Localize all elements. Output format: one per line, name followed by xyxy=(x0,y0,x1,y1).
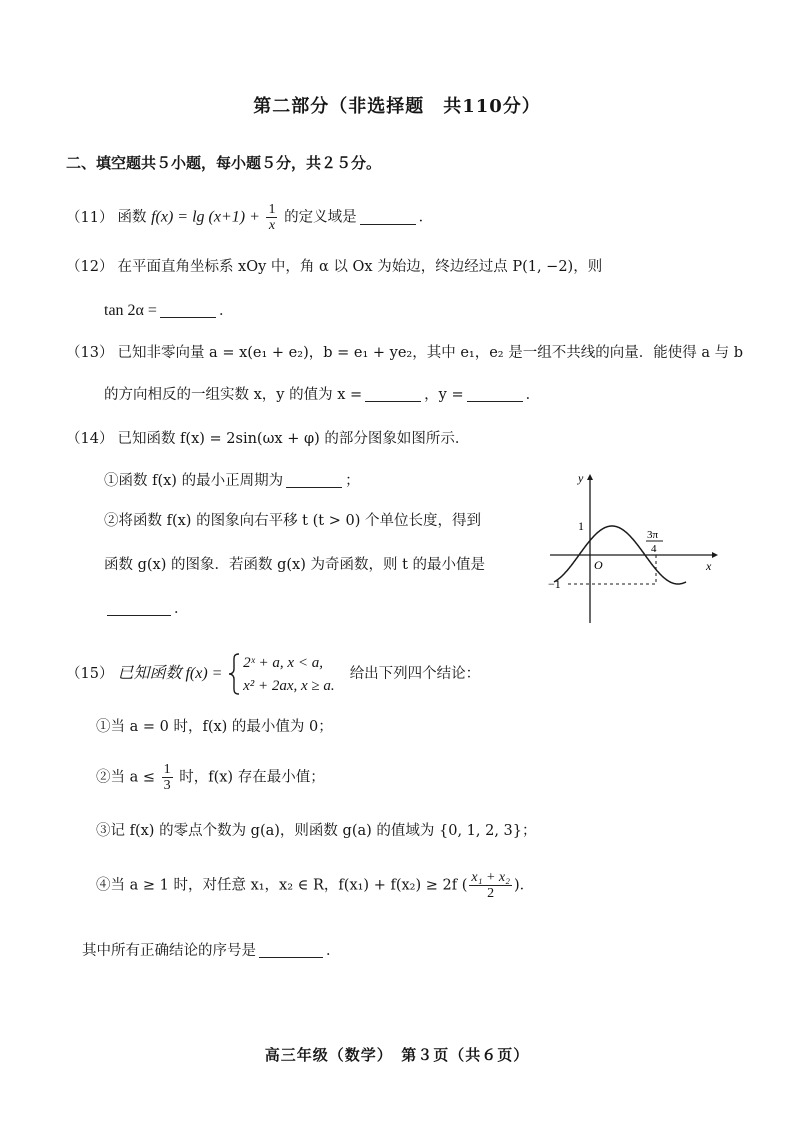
section-header: 二、填空题共５小题，每小题５分，共２５分。 xyxy=(66,154,382,172)
q15-pre: 已知函数 f(x) = xyxy=(117,665,223,682)
q11-expression: f(x) = lg (x+1) + xyxy=(151,208,260,226)
q14-part1 xyxy=(104,470,360,492)
c4-fraction xyxy=(469,870,512,901)
q12-line1: 在平面直角坐标系 xOy 中，角 α 以 Ox 为始边，终边经过点 P(1, −2)，则 xyxy=(117,259,603,275)
question-15 xyxy=(66,652,480,698)
question-number: （12） xyxy=(66,259,114,275)
q15-post: 给出下列四个结论： xyxy=(349,666,481,682)
answer-blank-x xyxy=(365,387,421,402)
c4-post: )． xyxy=(513,877,535,894)
c4-frac-num: x₁ + x₂ xyxy=(471,870,510,885)
q13-line2-pre: 的方向相反的一组实数 x，y 的值为 x = xyxy=(104,387,363,403)
q14-part2-line2: 函数 g(x) 的图象．若函数 g(x) 为奇函数，则 t 的最小值是 xyxy=(104,557,486,573)
question-12-line2: tan 2α = ． xyxy=(104,302,234,319)
c4-frac-den: 2 xyxy=(487,886,495,901)
page-footer: 高三年级（数学） 第３页（共６页） xyxy=(264,1046,530,1064)
left-brace-icon xyxy=(227,652,241,696)
answer-blank xyxy=(259,943,323,958)
question-14 xyxy=(66,428,469,450)
question-13-line2: 的方向相反的一组实数 x，y 的值为 x = ，y = ． xyxy=(104,387,541,403)
c2-fraction xyxy=(162,762,173,793)
q11-fraction xyxy=(266,202,277,233)
question-13 xyxy=(66,342,743,364)
q14-part1-end: ； xyxy=(345,473,360,489)
tick-label-1: 1 xyxy=(578,519,584,533)
question-11: （11） 函数 f(x) = lg (x+1) + $\frac{1}{x}$ 的定义域是 ． xyxy=(66,202,434,233)
final-text: 其中所有正确结论的序号是 xyxy=(82,943,256,959)
q14-part2-line3: ． xyxy=(104,598,189,620)
answer-blank xyxy=(107,601,171,616)
q11-frac-num: 1 xyxy=(268,202,276,217)
q11-frac-den: x xyxy=(268,218,276,233)
question-number: （11） xyxy=(66,209,114,226)
tick-label-neg1: −1 xyxy=(548,577,561,591)
q13-line1: 已知非零向量 a = x(e₁ + e₂)，b = e₁ + ye₂，其中 e₁，e₂ 是一组不共线的向量．能使得 a 与 b xyxy=(117,345,743,361)
c2-frac-num: 1 xyxy=(163,762,171,777)
q15-conclusion-3: ③记 f(x) 的零点个数为 g(a)，则函数 g(a) 的值域为 {0, 1, 2, 3}； xyxy=(96,823,537,839)
q14-part1-text: ①函数 f(x) 的最小正周期为 xyxy=(104,473,284,489)
answer-blank xyxy=(286,473,342,488)
answer-blank-y xyxy=(467,387,523,402)
page-title: 第二部分（非选择题 共110分） xyxy=(253,96,541,117)
question-number: （13） xyxy=(66,345,114,361)
answer-blank xyxy=(160,303,216,318)
piecewise-definition xyxy=(227,652,345,696)
tick-label-3pi: 3π xyxy=(647,529,659,541)
origin-label: O xyxy=(594,558,603,572)
y-axis-label: y xyxy=(578,471,584,485)
q15-conclusion-2 xyxy=(96,762,325,793)
question-number: （14） xyxy=(66,431,114,447)
q14-line1: 已知函数 f(x) = 2sin(ωx + φ) 的部分图象如图所示． xyxy=(117,431,470,447)
tick-label-4: 4 xyxy=(651,543,657,555)
question-12 xyxy=(66,256,602,278)
q15-conclusion-4 xyxy=(96,870,534,901)
c2-frac-den: 3 xyxy=(163,778,171,793)
piece-1: 2ˣ + a, x < a, xyxy=(243,655,323,671)
piece-2: x² + 2ax, x ≥ a. xyxy=(243,678,335,694)
x-axis-arrow xyxy=(712,552,718,558)
question-number: （15） xyxy=(66,666,114,682)
q14-part2-line1: ②将函数 f(x) 的图象向右平移 t (t > 0) 个单位长度，得到 xyxy=(104,513,481,529)
q11-text: 函数 xyxy=(117,209,147,226)
q12-expression: tan 2α = xyxy=(104,302,157,319)
q15-conclusion-1: ①当 a = 0 时，f(x) 的最小值为 0； xyxy=(96,719,333,735)
q11-text-post: 的定义域是 xyxy=(284,209,357,226)
y-axis-arrow xyxy=(587,474,593,480)
q13-line2-mid: ，y = xyxy=(424,387,464,403)
answer-blank xyxy=(360,210,416,225)
q15-final: 其中所有正确结论的序号是 ． xyxy=(82,943,341,959)
x-axis-label: x xyxy=(706,559,712,573)
sine-graph xyxy=(546,468,718,628)
c4-pre: ④当 a ≥ 1 时，对任意 x₁，x₂ ∈ R，f(x₁) + f(x₂) ≥ 2f ( xyxy=(96,877,468,894)
c2-pre: ②当 a ≤ xyxy=(96,769,156,786)
c2-post: 时，f(x) 存在最小值； xyxy=(179,769,325,786)
